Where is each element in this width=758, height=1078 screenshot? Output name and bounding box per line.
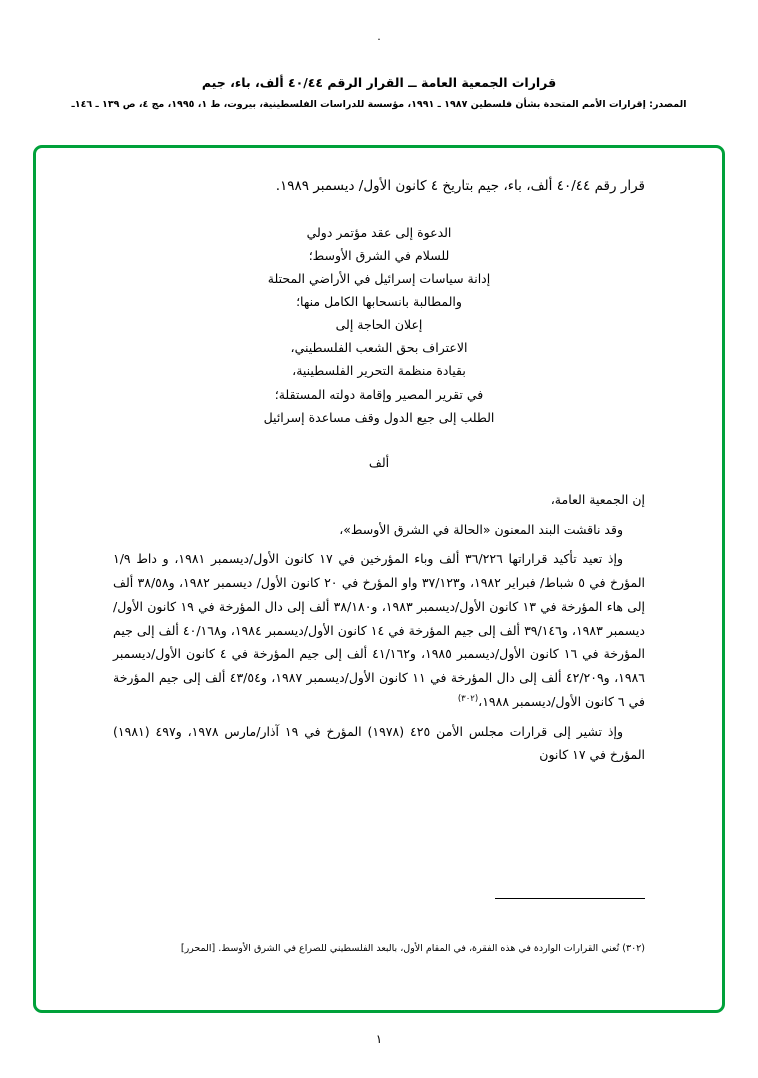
title-line: والمطالبة بانسحابها الكامل منها؛ [296,294,462,309]
title-line: للسلام في الشرق الأوسط؛ [308,247,450,263]
paragraph-preamble-subject: إن الجمعية العامة، [550,491,645,507]
footnote-block [113,941,645,957]
title-line: الاعتراف بحق الشعب الفلسطيني، [290,340,468,356]
footnote-reference: (٣٠٢) [457,693,479,704]
header-title: قرارات الجمعية العامة ــ القرار الرقم ٤٠/٤٤ ألف، باء، جيم [201,75,557,90]
title-line: بقيادة منظمة التحرير الفلسطينية، [292,363,466,379]
title-line: في تقرير المصير وإقامة دولته المستقلة؛ [274,386,484,402]
footnote-divider [495,898,645,899]
footnote-number: (٣٠٢) [622,942,645,954]
title-line: إعلان الحاجة إلى [335,317,423,333]
resolution-title-block [113,221,645,429]
title-line: إدانة سياسات إسرائيل في الأراضي المحتلة [267,270,491,286]
header-source: المصدر: إقرارات الأمم المتحدة بشأن فلسطين ١٩٨٧ ـ ١٩٩١، مؤسسة للدراسات الفلسطينية، بيروت، ط ١، ١٩٩٥، مج ٤، ص ١٣٩ ـ ١٤٦ـ [71,98,687,110]
paragraph-text: وإذ تعيد تأكيد قراراتها ٣٦/٢٢٦ ألف وباء المؤرخين في ١٧ كانون الأول/ديسمبر ١٩٨١، و داط ١/٩ المؤرخ في ٥ شباط/ فبراير ١٩٨٢، و٣٧/١٢٣ واو المؤرخ في ٢٠ كانون الأول/ ديسمبر ١٩٨٢، و٣٨/٥٨ ألف إلى هاء المؤرخة في ١٣ كانون الأول/ديسمبر ١٩٨٣، و٣٨/١٨٠ ألف إلى دال المؤرخة في ١٩ كانون الأول/ديسمبر ١٩٨٣، و٣٩/١٤٦ ألف إلى جيم المؤرخة في ١٤ كانون الأول/ديسمبر ١٩٨٤، و٤٠/١٦٨ ألف إلى جيم المؤرخة في ١٦ كانون الأول/ديسمبر ١٩٨٥، و٤١/١٦٢ ألف إلى جيم المؤرخة في ٤ كانون الأول/ديسمبر ١٩٨٦، و٤٢/٢٠٩ ألف إلى دال المؤرخة في ١١ كانون الأول/ديسمبر ١٩٨٧، و٤٣/٥٤ ألف إلى جيم المؤرخة في ٦ كانون الأول/ديسمبر ١٩٨٨، [113,551,646,709]
page-number: ١ [375,1032,383,1046]
section-letter: ألف [368,454,390,470]
paragraph-having-discussed: وقد ناقشت البند المعنون «الحالة في الشرق الأوسط»، [339,521,623,537]
document-content [33,175,725,985]
paragraph-recalling-security-council: وإذ تشير إلى قرارات مجلس الأمن ٤٢٥ (١٩٧٨) المؤرخ في ١٩ آذار/مارس ١٩٧٨، و٤٩٧ (١٩٨١) المؤرخ في ١٧ كانون [113,723,645,763]
page-header [0,74,758,112]
title-line: الطلب إلى جيع الدول وقف مساعدة إسرائيل [263,409,495,425]
title-line: الدعوة إلى عقد مؤتمر دولي [306,224,452,240]
resolution-heading: قرار رقم ٤٠/٤٤ ألف، باء، جيم بتاريخ ٤ كانون الأول/ ديسمبر ١٩٨٩. [275,178,645,194]
top-marker: · [377,33,381,46]
paragraph-reaffirming-resolutions [113,547,645,713]
footnote-text: تُعني القرارات الواردة في هذه الفقرة، في المقام الأول، بالبعد الفلسطيني للصراع في الشرق الأوسط. [المحرر] [180,942,620,954]
